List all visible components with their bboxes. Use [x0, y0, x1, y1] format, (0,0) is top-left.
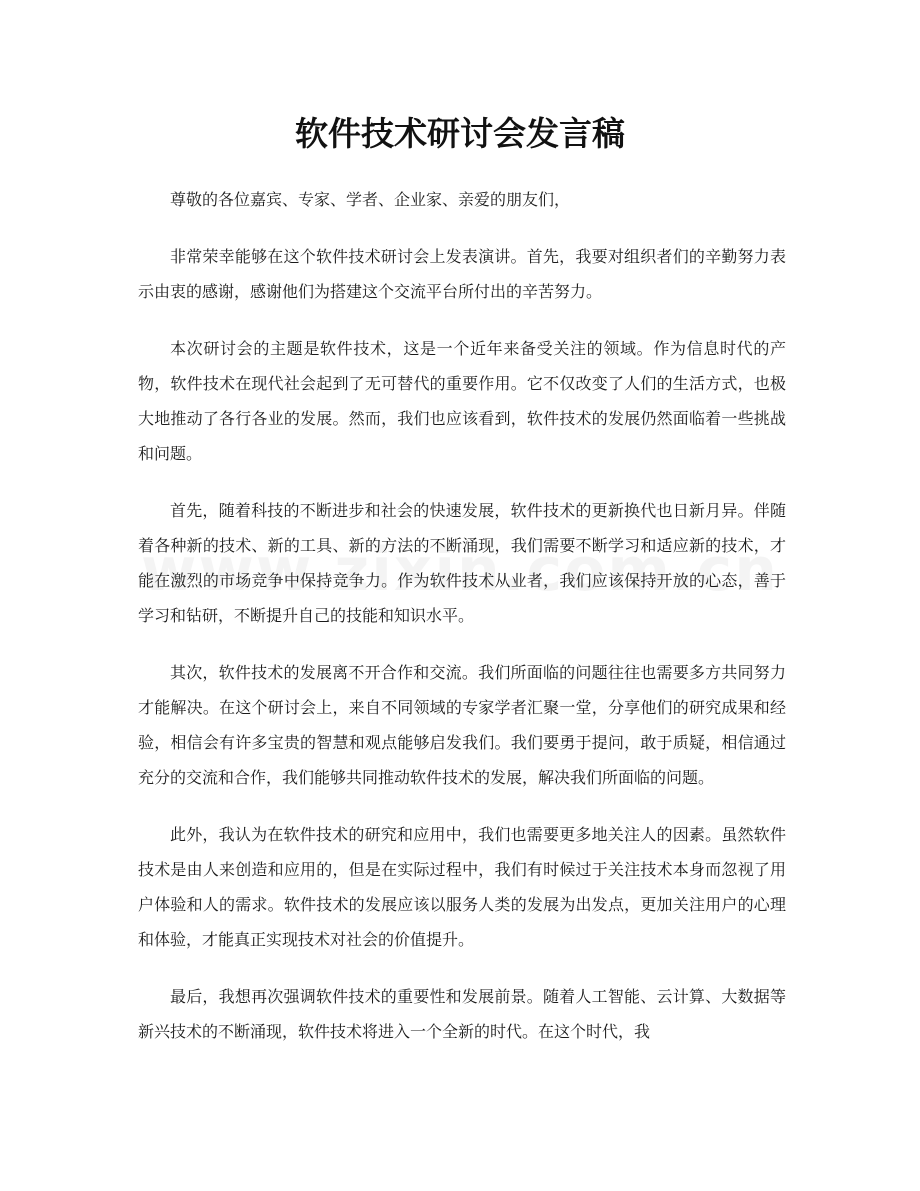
paragraph-third-point: 此外，我认为在软件技术的研究和应用中，我们也需要更多地关注人的因素。虽然软件技术是由人来创造和应用的，但是在实际过程中，我们有时候过于关注技术本身而忽视了用户体验和人的需求。软件技术的发展应该以服务人类的发展为出发点，更加关注用户的心理和体验，才能真正实现技术对社会的价值提升。 [138, 825, 786, 949]
paragraph-conclusion: 最后，我想再次强调软件技术的重要性和发展前景。随着人工智能、云计算、大数据等新兴技术的不断涌现，软件技术将进入一个全新的时代。在这个时代，我 [138, 987, 786, 1041]
paragraph-theme: 本次研讨会的主题是软件技术，这是一个近年来备受关注的领域。作为信息时代的产物，软件技术在现代社会起到了无可替代的重要作用。它不仅改变了人们的生活方式，也极大地推动了各行各业的发展。然而，我们也应该看到，软件技术的发展仍然面临着一些挑战和问题。 [138, 339, 786, 463]
document-body [138, 182, 786, 1071]
paragraph-first-point: 首先，随着科技的不断进步和社会的快速发展，软件技术的更新换代也日新月异。伴随着各种新的技术、新的工具、新的方法的不断涌现，我们需要不断学习和适应新的技术，才能在激烈的市场竞争中保持竞争力。作为软件技术从业者，我们应该保持开放的心态，善于学习和钻研，不断提升自己的技能和知识水平。 [138, 501, 786, 625]
paragraph-greeting: 尊敬的各位嘉宾、专家、学者、企业家、亲爱的朋友们， [170, 190, 571, 209]
document-title: 软件技术研讨会发言稿 [295, 114, 625, 153]
paragraph-second-point: 其次，软件技术的发展离不开合作和交流。我们所面临的问题往往也需要多方共同努力才能解决。在这个研讨会上，来自不同领域的专家学者汇聚一堂，分享他们的研究成果和经验，相信会有许多宝贵的智慧和观点能够启发我们。我们要勇于提问，敢于质疑，相信通过充分的交流和合作，我们能够共同推动软件技术的发展，解决我们所面临的问题。 [138, 663, 786, 787]
paragraph-thanks: 非常荣幸能够在这个软件技术研讨会上发表演讲。首先，我要对组织者们的辛勤努力表示由衷的感谢，感谢他们为搭建这个交流平台所付出的辛苦努力。 [138, 247, 786, 301]
